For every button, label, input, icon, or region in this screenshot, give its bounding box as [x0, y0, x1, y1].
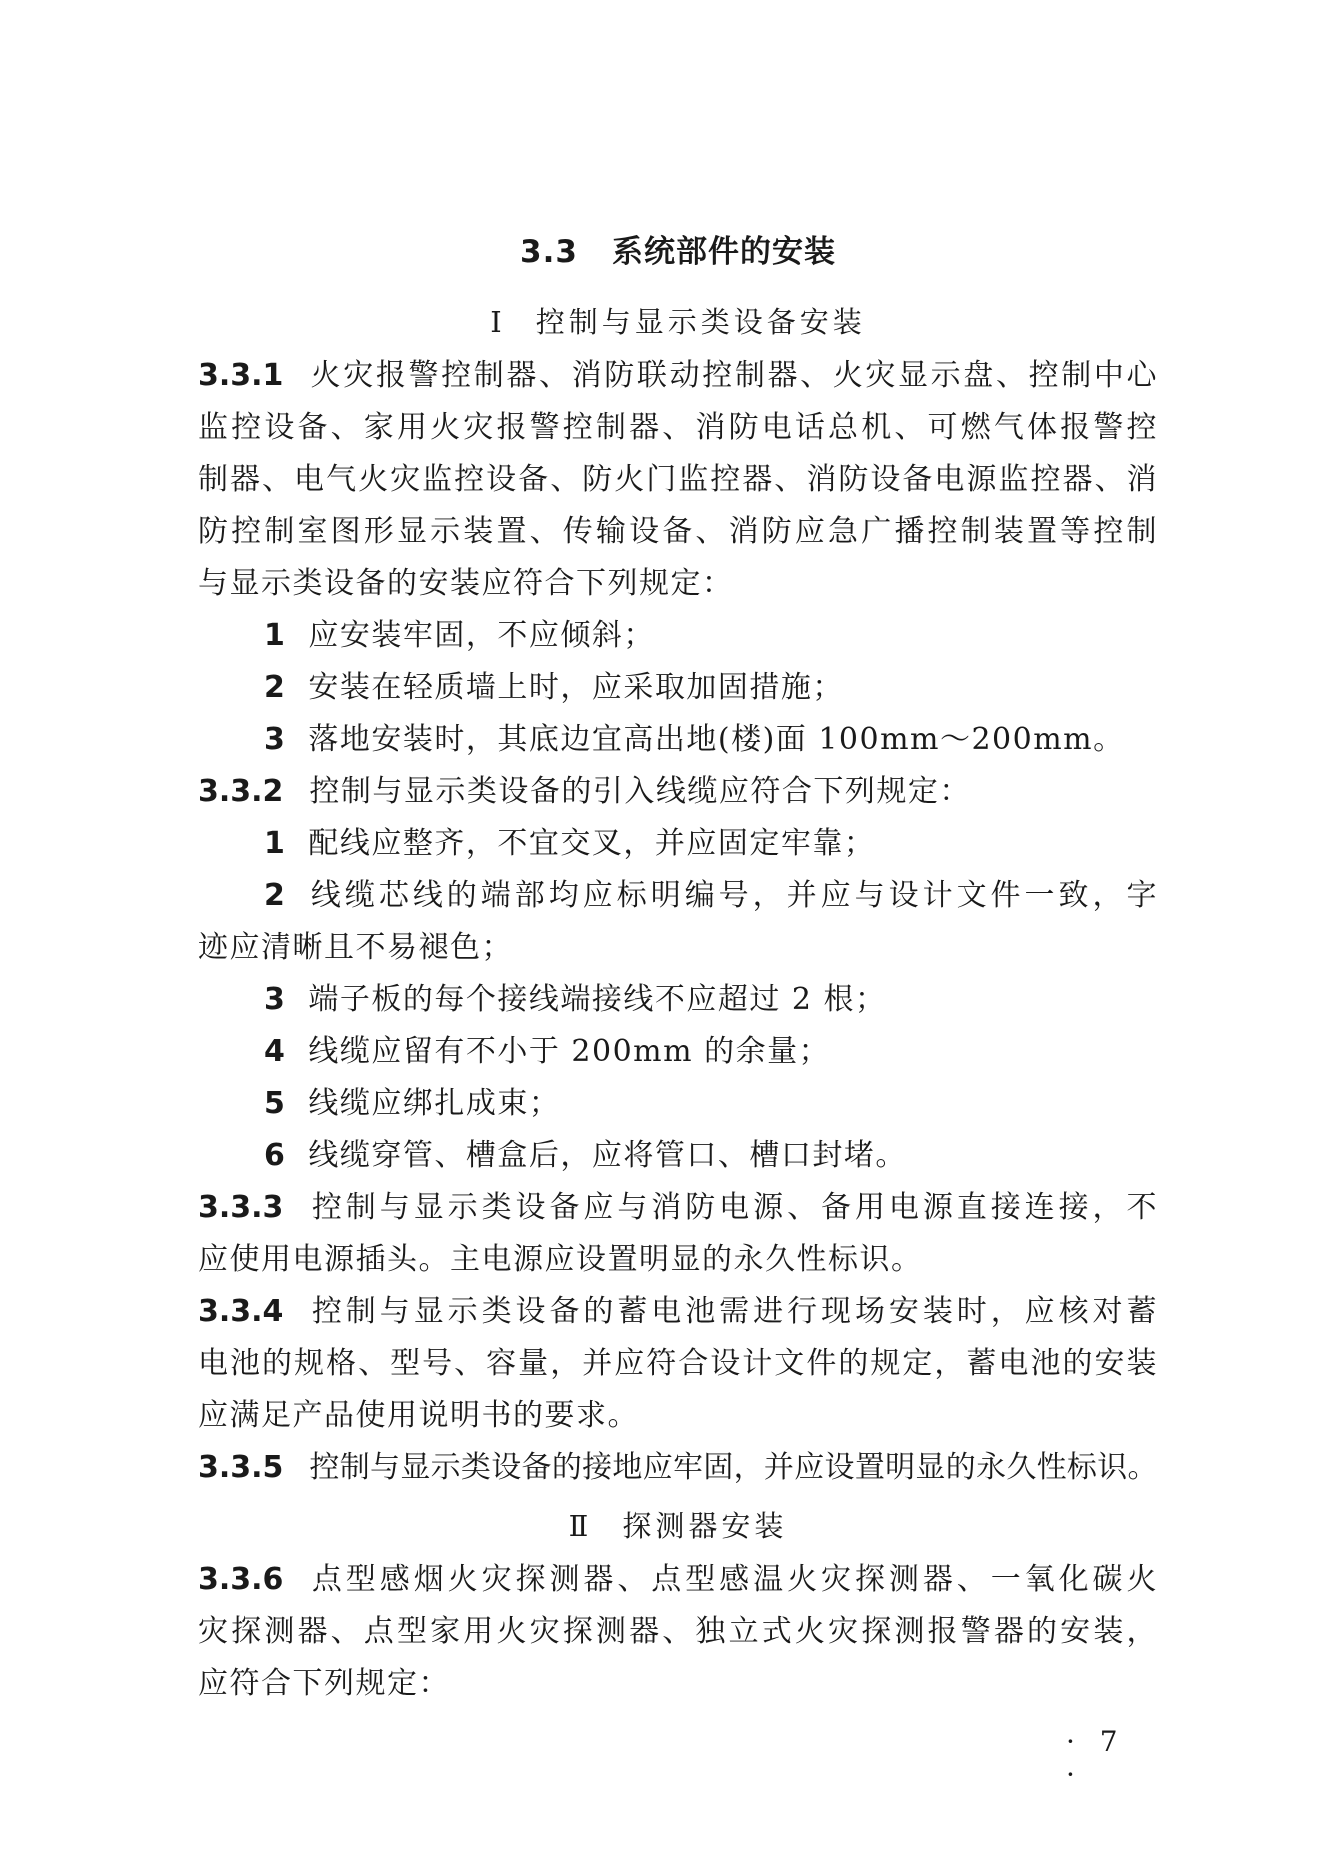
- clause-number: 3.3.6: [198, 1562, 284, 1597]
- clause-3-3-1-line-2: 监控设备、家用火灾报警控制器、消防电话总机、可燃气体报警控: [198, 410, 1158, 445]
- clause-text: 控制与显示类设备的接地应牢固，并应设置明显的永久性标识。: [309, 1450, 1158, 1485]
- section-title: [198, 226, 1158, 271]
- clause-3-3-1-item-3: [264, 720, 1158, 760]
- item-number: 3: [264, 722, 287, 757]
- clause-3-3-2-item-5: [264, 1084, 1158, 1124]
- item-text: 端子板的每个接线端接线不应超过 2 根；: [308, 982, 887, 1017]
- item-text: 线缆应绑扎成束；: [308, 1086, 561, 1121]
- clause-3-3-1-item-1: [264, 616, 1158, 656]
- clause-3-3-1-item-2: [264, 668, 1158, 708]
- item-text: 配线应整齐，不宜交叉，并应固定牢靠；: [308, 826, 876, 861]
- clause-3-3-1-line-4: 防控制室图形显示装置、传输设备、消防应急广播控制装置等控制: [198, 514, 1158, 549]
- clause-number: 3.3.5: [198, 1450, 284, 1485]
- clause-3-3-2-item-1: [264, 824, 1158, 864]
- item-number: 1: [264, 618, 287, 653]
- clause-text: 火灾报警控制器、消防联动控制器、火灾显示盘、控制中心: [309, 358, 1158, 393]
- clause-3-3-6-line-3: 应符合下列规定：: [198, 1666, 450, 1701]
- item-number: 1: [264, 826, 287, 861]
- clause-3-3-2-item-6: [264, 1136, 1158, 1176]
- item-text: 落地安装时，其底边宜高出地(楼)面 100mm～200mm。: [308, 722, 1125, 757]
- clause-3-3-1-line-5: 与显示类设备的安装应符合下列规定：: [198, 566, 734, 601]
- clause-3-3-1-line-3: 制器、电气火灾监控设备、防火门监控器、消防设备电源监控器、消: [198, 462, 1158, 497]
- item-text: 线缆芯线的端部均应标明编号，并应与设计文件一致，字: [308, 878, 1158, 913]
- subsection-roman-1: Ⅰ: [490, 305, 506, 339]
- page-number: · 7 ·: [1066, 1725, 1126, 1791]
- subsection-heading-1: 控制与显示类设备安装: [535, 305, 866, 339]
- clause-number: 3.3.3: [198, 1190, 284, 1225]
- subsection-title-1: [198, 300, 1158, 341]
- subsection-roman-2: Ⅱ: [568, 1509, 593, 1543]
- item-text: 应安装牢固，不应倾斜；: [308, 618, 655, 653]
- clause-number: 3.3.2: [198, 774, 284, 809]
- clause-number: 3.3.1: [198, 358, 284, 393]
- item-text: 线缆应留有不小于 200mm 的余量；: [308, 1034, 831, 1069]
- item-number: 2: [264, 878, 287, 913]
- item-number: 2: [264, 670, 287, 705]
- clause-3-3-6-line-2: 灾探测器、点型家用火灾探测器、独立式火灾探测报警器的安装，: [198, 1614, 1158, 1649]
- item-number: 4: [264, 1034, 287, 1069]
- item-number: 6: [264, 1138, 287, 1173]
- clause-text: 控制与显示类设备的蓄电池需进行现场安装时，应核对蓄: [309, 1294, 1158, 1329]
- section-number: 3.3: [520, 234, 578, 270]
- item-number: 3: [264, 982, 287, 1017]
- clause-3-3-2-line-1: [198, 772, 1158, 812]
- clause-3-3-2-item-2-continuation: 迹应清晰且不易褪色；: [198, 930, 513, 965]
- subsection-title-2: [198, 1504, 1158, 1545]
- item-number: 5: [264, 1086, 287, 1121]
- item-text: 安装在轻质墙上时，应采取加固措施；: [308, 670, 844, 705]
- clause-text: 点型感烟火灾探测器、点型感温火灾探测器、一氧化碳火: [309, 1562, 1158, 1597]
- clause-3-3-6-line-1: [198, 1560, 1158, 1600]
- clause-3-3-2-item-3: [264, 980, 1158, 1020]
- clause-3-3-1-line-1: [198, 356, 1158, 396]
- clause-text: 控制与显示类设备的引入线缆应符合下列规定：: [309, 774, 971, 809]
- clause-3-3-4-line-2: 电池的规格、型号、容量，并应符合设计文件的规定，蓄电池的安装: [198, 1346, 1158, 1381]
- clause-3-3-4-line-3: 应满足产品使用说明书的要求。: [198, 1398, 639, 1433]
- clause-3-3-3-line-1: [198, 1188, 1158, 1228]
- clause-3-3-5-line-1: [198, 1448, 1158, 1488]
- clause-text: 控制与显示类设备应与消防电源、备用电源直接连接，不: [309, 1190, 1158, 1225]
- clause-3-3-4-line-1: [198, 1292, 1158, 1332]
- section-heading: 系统部件的安装: [611, 234, 836, 270]
- clause-number: 3.3.4: [198, 1294, 284, 1329]
- subsection-heading-2: 探测器安装: [622, 1509, 788, 1543]
- item-text: 线缆穿管、槽盒后，应将管口、槽口封堵。: [308, 1138, 907, 1173]
- clause-3-3-2-item-2: [264, 876, 1158, 916]
- clause-3-3-3-line-2: 应使用电源插头。主电源应设置明显的永久性标识。: [198, 1242, 923, 1277]
- clause-3-3-2-item-4: [264, 1032, 1158, 1072]
